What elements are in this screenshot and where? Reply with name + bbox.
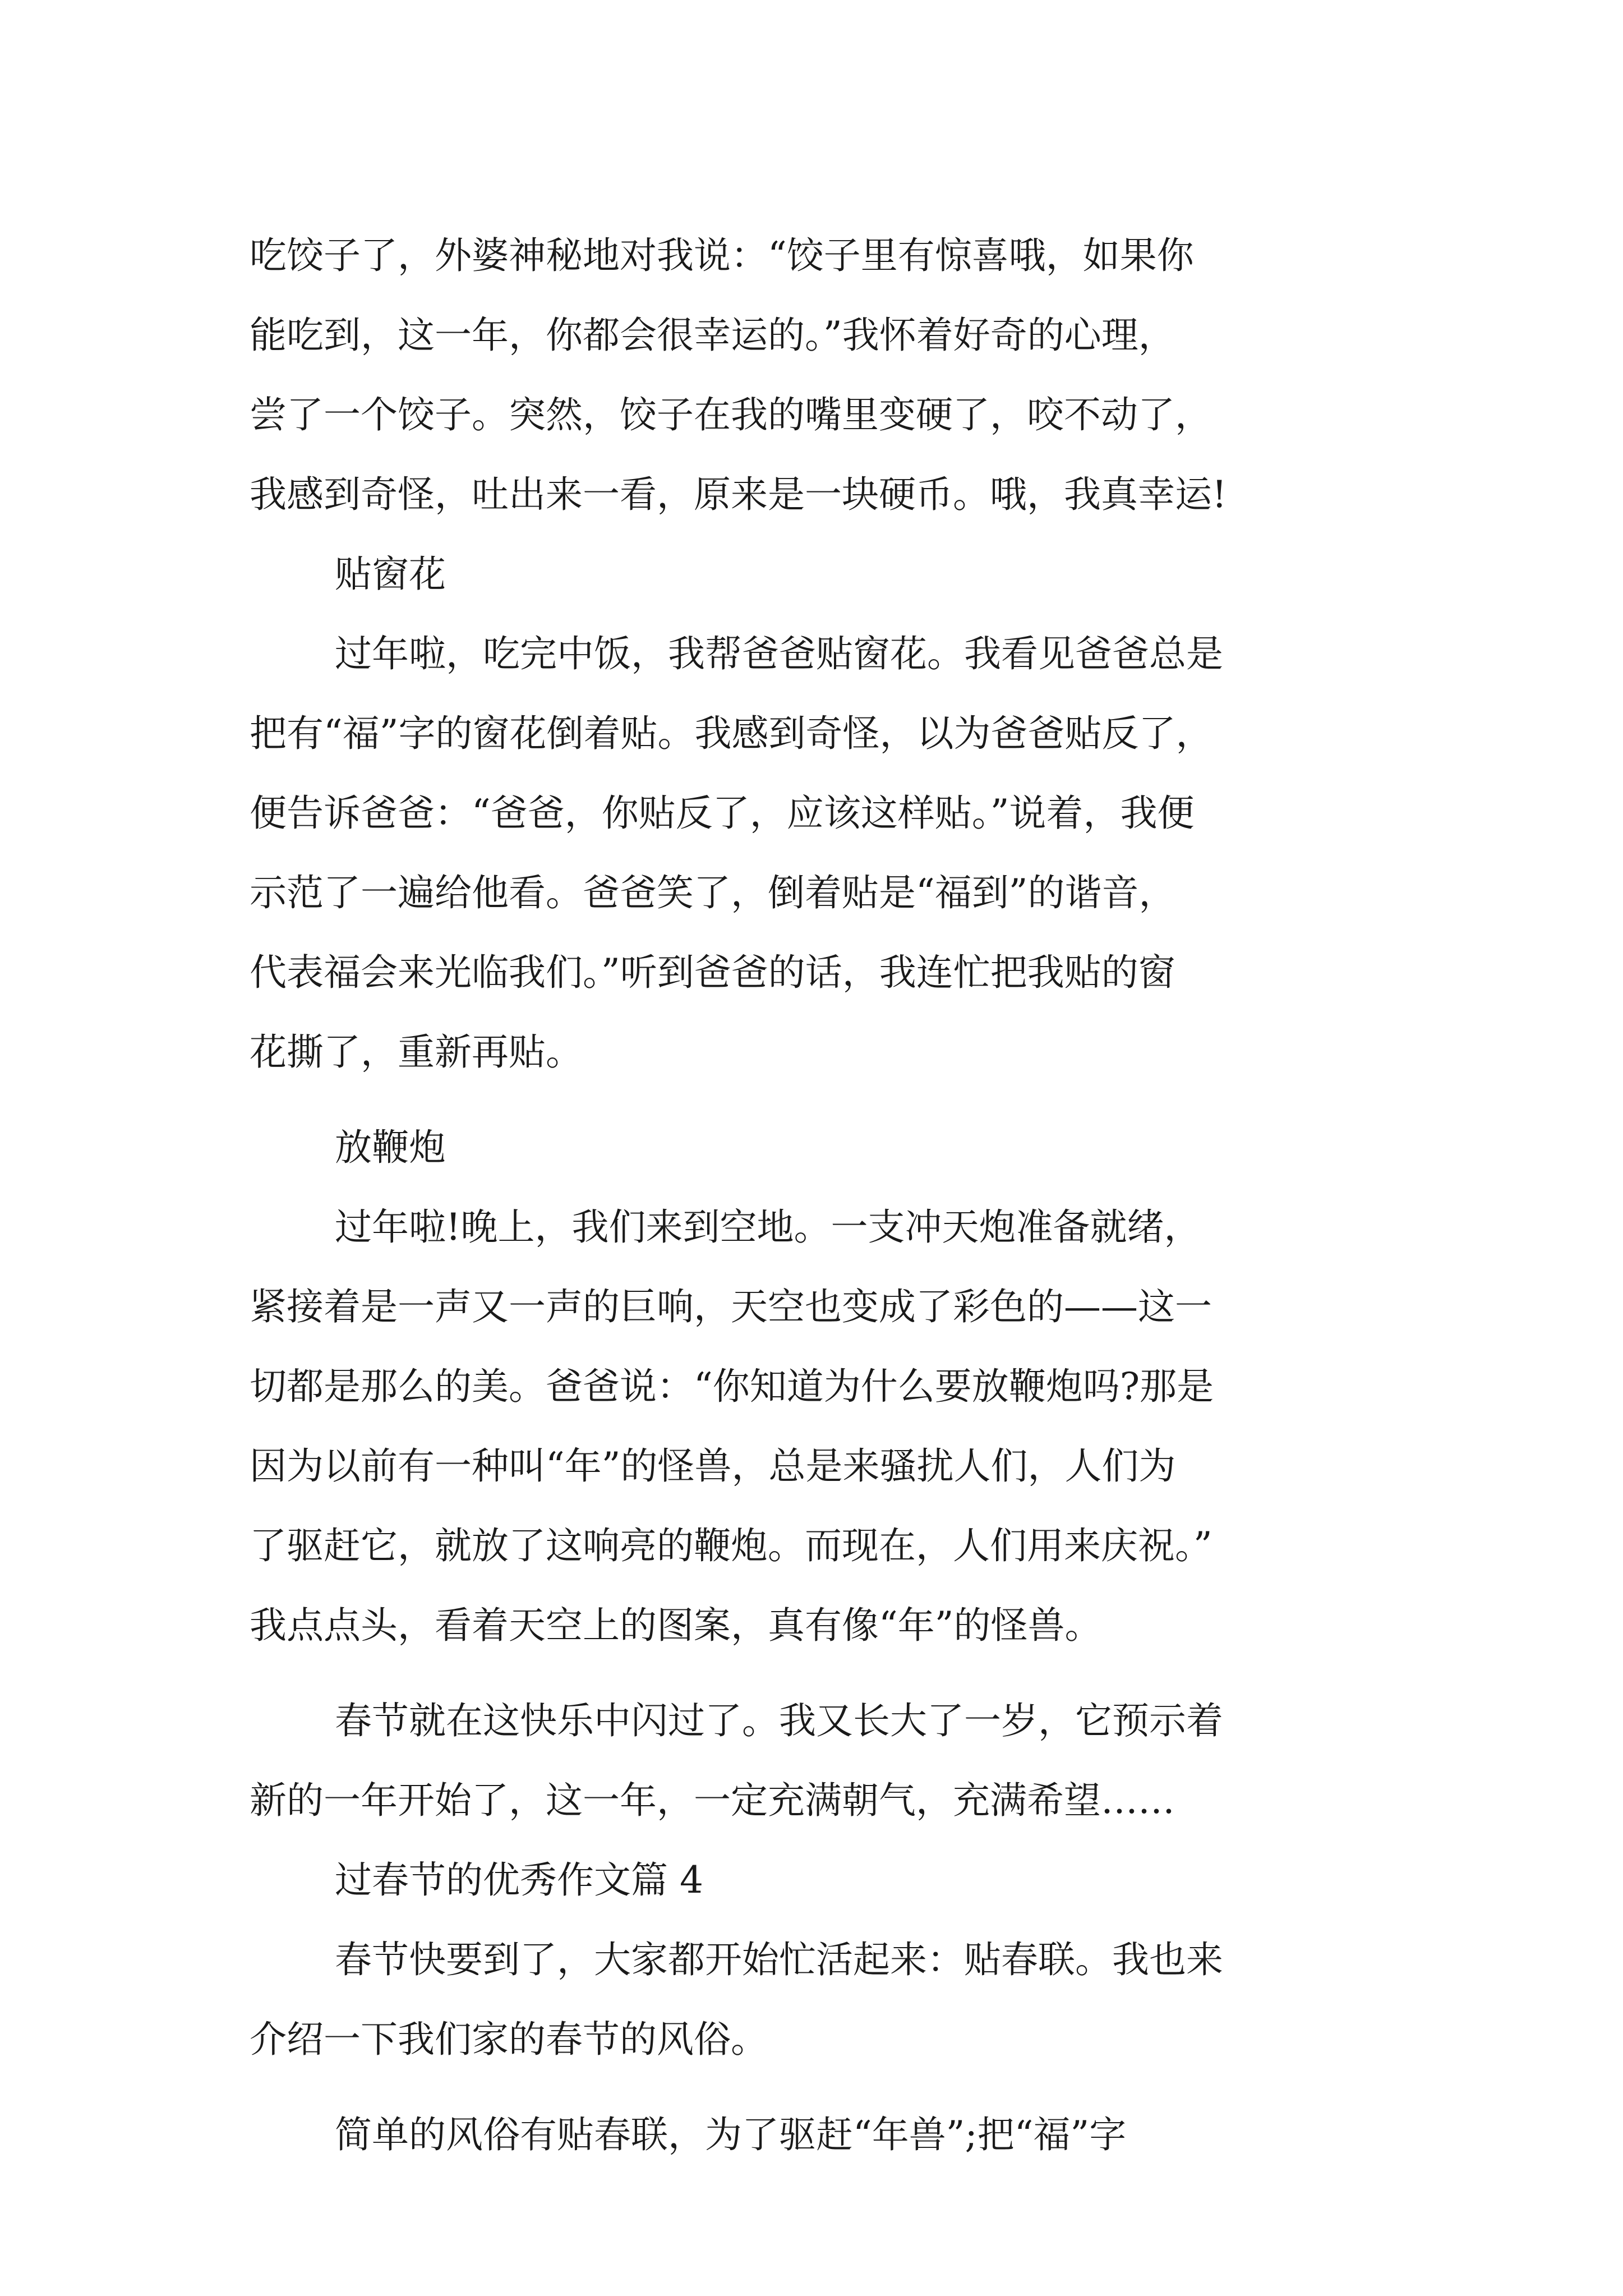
text-line: 因为以前有一种叫“年”的怪兽，总是来骚扰人们，人们为 — [250, 1444, 1176, 1488]
section-heading: 贴窗花 — [335, 553, 446, 596]
text-line: 新的一年开始了，这一年，一定充满朝气，充满希望…… — [250, 1779, 1175, 1822]
text-line: 我感到奇怪，吐出来一看，原来是一块硬币。哦，我真幸运! — [250, 473, 1227, 516]
text-line: 紧接着是一声又一声的巨响，天空也变成了彩色的——这一 — [250, 1285, 1212, 1328]
text-line: 简单的风俗有贴春联，为了驱赶“年兽”;把“福”字 — [335, 2113, 1127, 2156]
article-title: 过春节的优秀作文篇 4 — [335, 1858, 703, 1902]
text-line: 了驱赶它，就放了这响亮的鞭炮。而现在，人们用来庆祝。” — [250, 1524, 1212, 1567]
text-line: 切都是那么的美。爸爸说：“你知道为什么要放鞭炮吗?那是 — [250, 1365, 1214, 1408]
document-body — [250, 216, 1377, 2175]
text-line: 把有“福”字的窗花倒着贴。我感到奇怪，以为爸爸贴反了， — [250, 712, 1213, 755]
text-line: 春节就在这快乐中闪过了。我又长大了一岁，它预示着 — [335, 1699, 1223, 1742]
text-line: 尝了一个饺子。突然，饺子在我的嘴里变硬了，咬不动了， — [250, 393, 1212, 436]
text-line: 示范了一遍给他看。爸爸笑了，倒着贴是“福到”的谐音， — [250, 871, 1176, 914]
text-line: 便告诉爸爸：“爸爸，你贴反了，应该这样贴。”说着，我便 — [250, 792, 1195, 835]
text-line: 吃饺子了，外婆神秘地对我说：“饺子里有惊喜哦，如果你 — [250, 234, 1194, 277]
text-line: 代表福会来光临我们。”听到爸爸的话，我连忙把我贴的窗 — [250, 951, 1175, 994]
text-line: 春节快要到了，大家都开始忙活起来：贴春联。我也来 — [335, 1938, 1223, 1981]
text-line: 过年啦!晚上，我们来到空地。一支冲天炮准备就绪， — [335, 1205, 1201, 1249]
text-line: 花撕了，重新再贴。 — [250, 1030, 583, 1074]
text-line: 介绍一下我们家的春节的风俗。 — [250, 2018, 768, 2061]
text-line: 能吃到，这一年，你都会很幸运的。”我怀着好奇的心理， — [250, 314, 1175, 357]
text-line: 过年啦，吃完中饭，我帮爸爸贴窗花。我看见爸爸总是 — [335, 632, 1223, 675]
text-line: 我点点头，看着天空上的图案，真有像“年”的怪兽。 — [250, 1604, 1102, 1647]
section-heading: 放鞭炮 — [335, 1126, 446, 1169]
